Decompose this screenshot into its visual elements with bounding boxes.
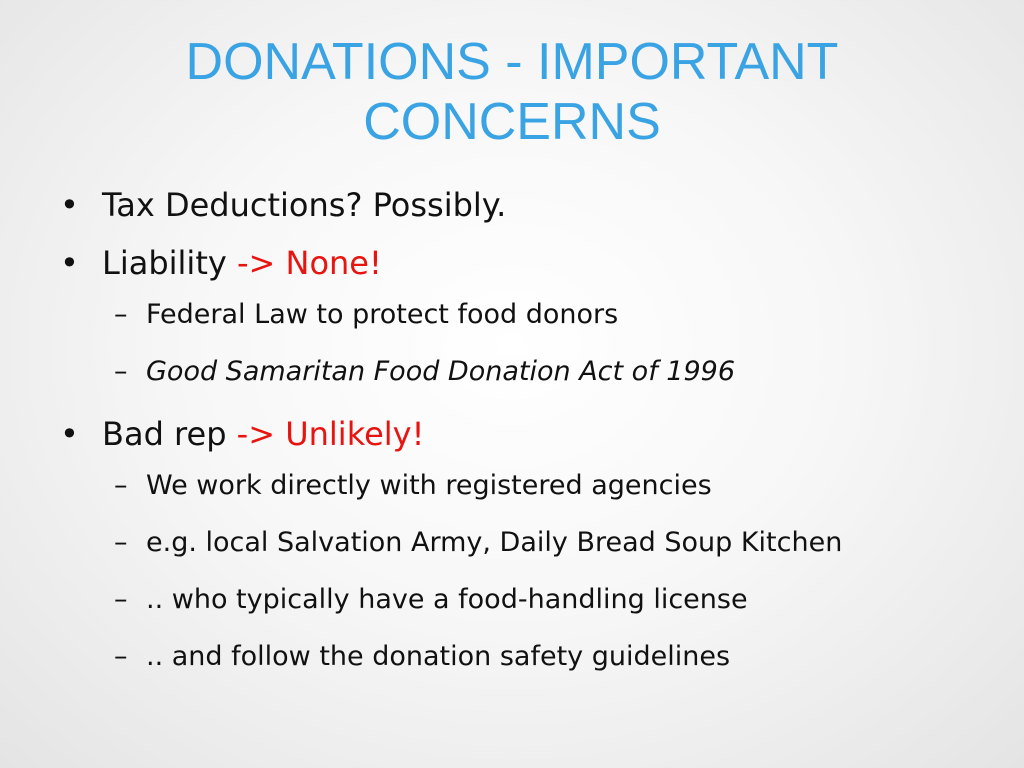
subitem-license (60, 582, 1000, 618)
slide-title (70, 32, 954, 152)
subitem-text: Good Samaritan Food Donation Act of 1996 (146, 356, 736, 387)
dash-icon: – (114, 641, 128, 672)
slide-body (60, 185, 1000, 696)
slide-title-line-2: CONCERNS (363, 93, 661, 151)
subitem-guidelines (60, 639, 1000, 675)
subitem-federal-law (60, 297, 1000, 333)
bullet-item-liability (60, 243, 1000, 283)
dash-icon: – (114, 356, 128, 387)
subitem-samaritan-act (60, 354, 1000, 390)
subitem-examples (60, 525, 1000, 561)
bullet-icon: • (60, 415, 79, 453)
bullet-icon: • (60, 186, 79, 224)
bullet-text: Tax Deductions? Possibly. (102, 186, 507, 224)
dash-icon: – (114, 470, 128, 501)
slide-title-line-1: DONATIONS - IMPORTANT (185, 33, 839, 91)
subitem-text: Federal Law to protect food donors (146, 299, 619, 330)
dash-icon: – (114, 584, 128, 615)
subitem-text: We work directly with registered agencies (146, 470, 712, 501)
dash-icon: – (114, 299, 128, 330)
bullet-text: Bad rep (102, 415, 237, 453)
subitem-text: e.g. local Salvation Army, Daily Bread Soup Kitchen (146, 527, 843, 558)
subitem-registered-agencies (60, 468, 1000, 504)
dash-icon: – (114, 527, 128, 558)
bullet-accent: -> None! (236, 244, 382, 282)
subitem-text: .. and follow the donation safety guidelines (146, 641, 731, 672)
bullet-item-tax (60, 185, 1000, 225)
bullet-icon: • (60, 244, 79, 282)
bullet-text: Liability (102, 244, 237, 282)
bullet-item-bad-rep (60, 414, 1000, 454)
bullet-accent: -> Unlikely! (236, 415, 425, 453)
subitem-text: .. who typically have a food-handling license (146, 584, 748, 615)
